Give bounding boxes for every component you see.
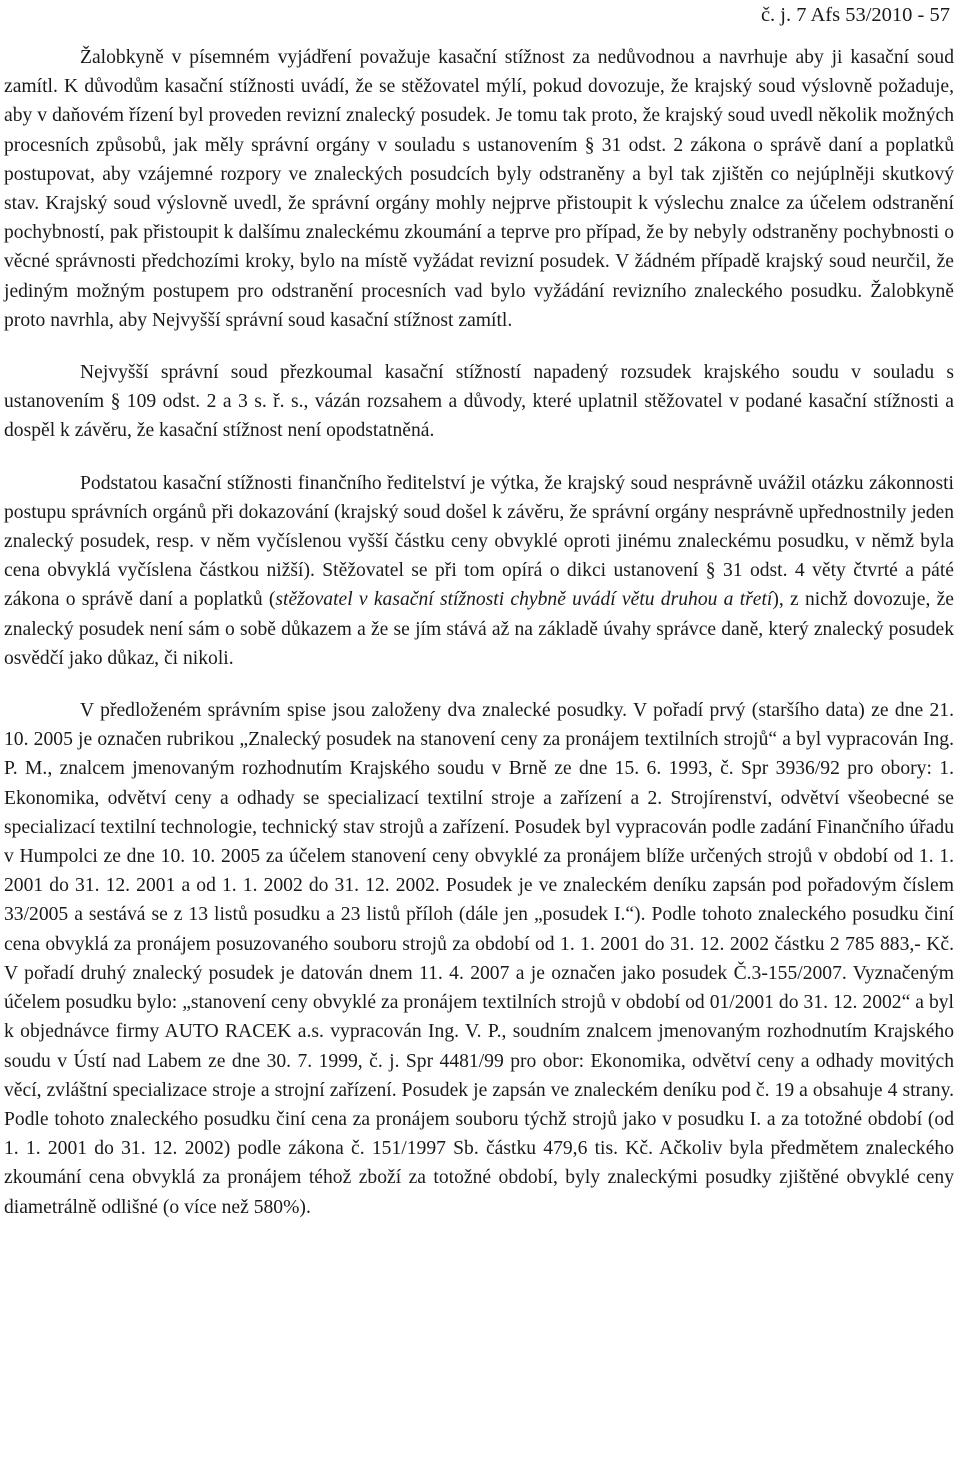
italic-remark: stěžovatel v kasační stížnosti chybně uvádí větu druhou a třetí bbox=[275, 589, 773, 611]
paragraph-court-review: Nejvyšší správní soud přezkoumal kasační stížností napadený rozsudek krajského soudu v souladu s ustanovením § 109 odst. 2 a 3 s. ř. s., vázán rozsahem a důvody, které uplatnil stěžovatel v podané kasační stížnosti a dospěl k závěru, že kasační stížnost není opodstatněná. bbox=[4, 362, 954, 442]
paragraph-expert-reports: V předloženém správním spise jsou založeny dva znalecké posudky. V pořadí prvý (staršího data) ze dne 21. 10. 2005 je označen rubrikou „Znalecký posudek na stanovení ceny za pronájem textilních strojů“ a byl vypracován Ing. P. M., znalcem jmenovaným rozhodnutím Krajského soudu v Brně ze dne 15. 6. 1993, č. Spr 3936/92 pro obory: 1. Ekonomika, odvětví ceny a odhady se specializací textilní stroje a zařízení a 2. Strojírenství, odvětví všeobecné se specializací textilní technologie, technický stav strojů a zařízení. Posudek byl vypracován podle zadání Finančního úřadu v Humpolci ze dne 10. 10. 2005 za účelem stanovení ceny obvyklé za pronájem blíže určených strojů v období od 1. 1. 2001 do 31. 12. 2001 a od 1. 1. 2002 do 31. 12. 2002. Posudek je ve znaleckém deníku zapsán pod pořadovým číslem 33/2005 a sestává se z 13 listů posudku a 23 listů příloh (dále jen „posudek I.“). Podle tohoto znaleckého posudku činí cena obvyklá za pronájem posuzovaného souboru strojů za období od 1. 1. 2001 do 31. 12. 2002 částku 2 785 883,- Kč. V pořadí druhý znalecký posudek je datován dnem 11. 4. 2007 a je označen jako posudek Č.3-155/2007. Vyznačeným účelem posudku bylo: „stanovení ceny obvyklé za pronájem textilních strojů v období od 01/2001 do 31. 12. 2002“ a byl k objednávce firmy AUTO RACEK a.s. vypracován Ing. V. P., soudním znalcem jmenovaným rozhodnutím Krajského soudu v Ústí nad Labem ze dne 30. 7. 1999, č. j. Spr 4481/99 pro obor: Ekonomika, odvětví ceny a odhady movitých věcí, zvláštní specializace stroje a strojní zařízení. Posudek je zapsán ve znaleckém deníku pod č. 19 a obsahuje 4 strany. Podle tohoto znaleckého posudku činí cena za pronájem souboru týchž strojů jako v posudku I. a za totožné období (od 1. 1. 2001 do 31. 12. 2002) podle zákona č. 151/1997 Sb. částku 479,6 tis. Kč. Ačkoliv byla předmětem znaleckého zkoumání cena obvyklá za pronájem téhož zboží za totožné období, byly znaleckými posudky zjištěné obvyklé ceny diametrálně odlišné (o více než 580%). bbox=[4, 700, 954, 1218]
paragraph-defendant-response: Žalobkyně v písemném vyjádření považuje kasační stížnost za nedůvodnou a navrhuje aby ji kasační soud zamítl. K důvodům kasační stížnosti uvádí, že se stěžovatel mýlí, pokud dovozuje, že krajský soud výslovně požaduje, aby v daňovém řízení byl proveden revizní znalecký posudek. Je tomu tak proto, že krajský soud uvedl několik možných procesních způsobů, jak měly správní orgány v souladu s ustanovením § 31 odst. 2 zákona o správě daní a poplatků postupovat, aby vzájemné rozpory ve znaleckých posudcích byly odstraněny a byl tak zjištěn co nejúplněji skutkový stav. Krajský soud výslovně uvedl, že správní orgány mohly nejprve přistoupit k výslechu znalce za účelem odstranění pochybností, pak přistoupit k dalšímu znaleckému zkoumání a teprve pro případ, že by nebyly odstraněny pochybnosti o věcné správnosti předchozími kroky, bylo na místě vyžádat revizní posudek. V žádném případě krajský soud neurčil, že jediným možným postupem pro odstranění procesních vad bylo vyžádání revizního znaleckého posudku. Žalobkyně proto navrhla, aby Nejvyšší správní soud kasační stížnost zamítl. bbox=[4, 47, 954, 331]
paragraph-cassation-essence bbox=[4, 469, 954, 673]
case-reference-header: č. j. 7 Afs 53/2010 - 57 bbox=[760, 4, 950, 26]
document-body bbox=[4, 43, 954, 1222]
paragraph-cassation-essence-part2: ), z nichž dovozuje, že znalecký posudek není sám o sobě důkazem a že se jím stává až na základě úvahy správce daně, který znalecký posudek osvědčí jako důkaz, či nikoli. bbox=[4, 589, 954, 669]
paragraph-cassation-essence-part1: Podstatou kasační stížnosti finančního ředitelství je výtka, že krajský soud nesprávně uvážil otázku zákonnosti postupu správních orgánů při dokazování (krajský soud došel k závěru, že správní orgány nesprávně upřednostnily jeden znalecký posudek, resp. v něm vyčíslenou vyšší částku ceny obvyklé oproti jinému znaleckému posudku, v němž byla cena obvyklá vyčíslena částkou nižší). Stěžovatel se při tom opírá o dikci ustanovení § 31 odst. 4 věty čtvrté a páté zákona o správě daní a poplatků ( bbox=[4, 472, 954, 611]
